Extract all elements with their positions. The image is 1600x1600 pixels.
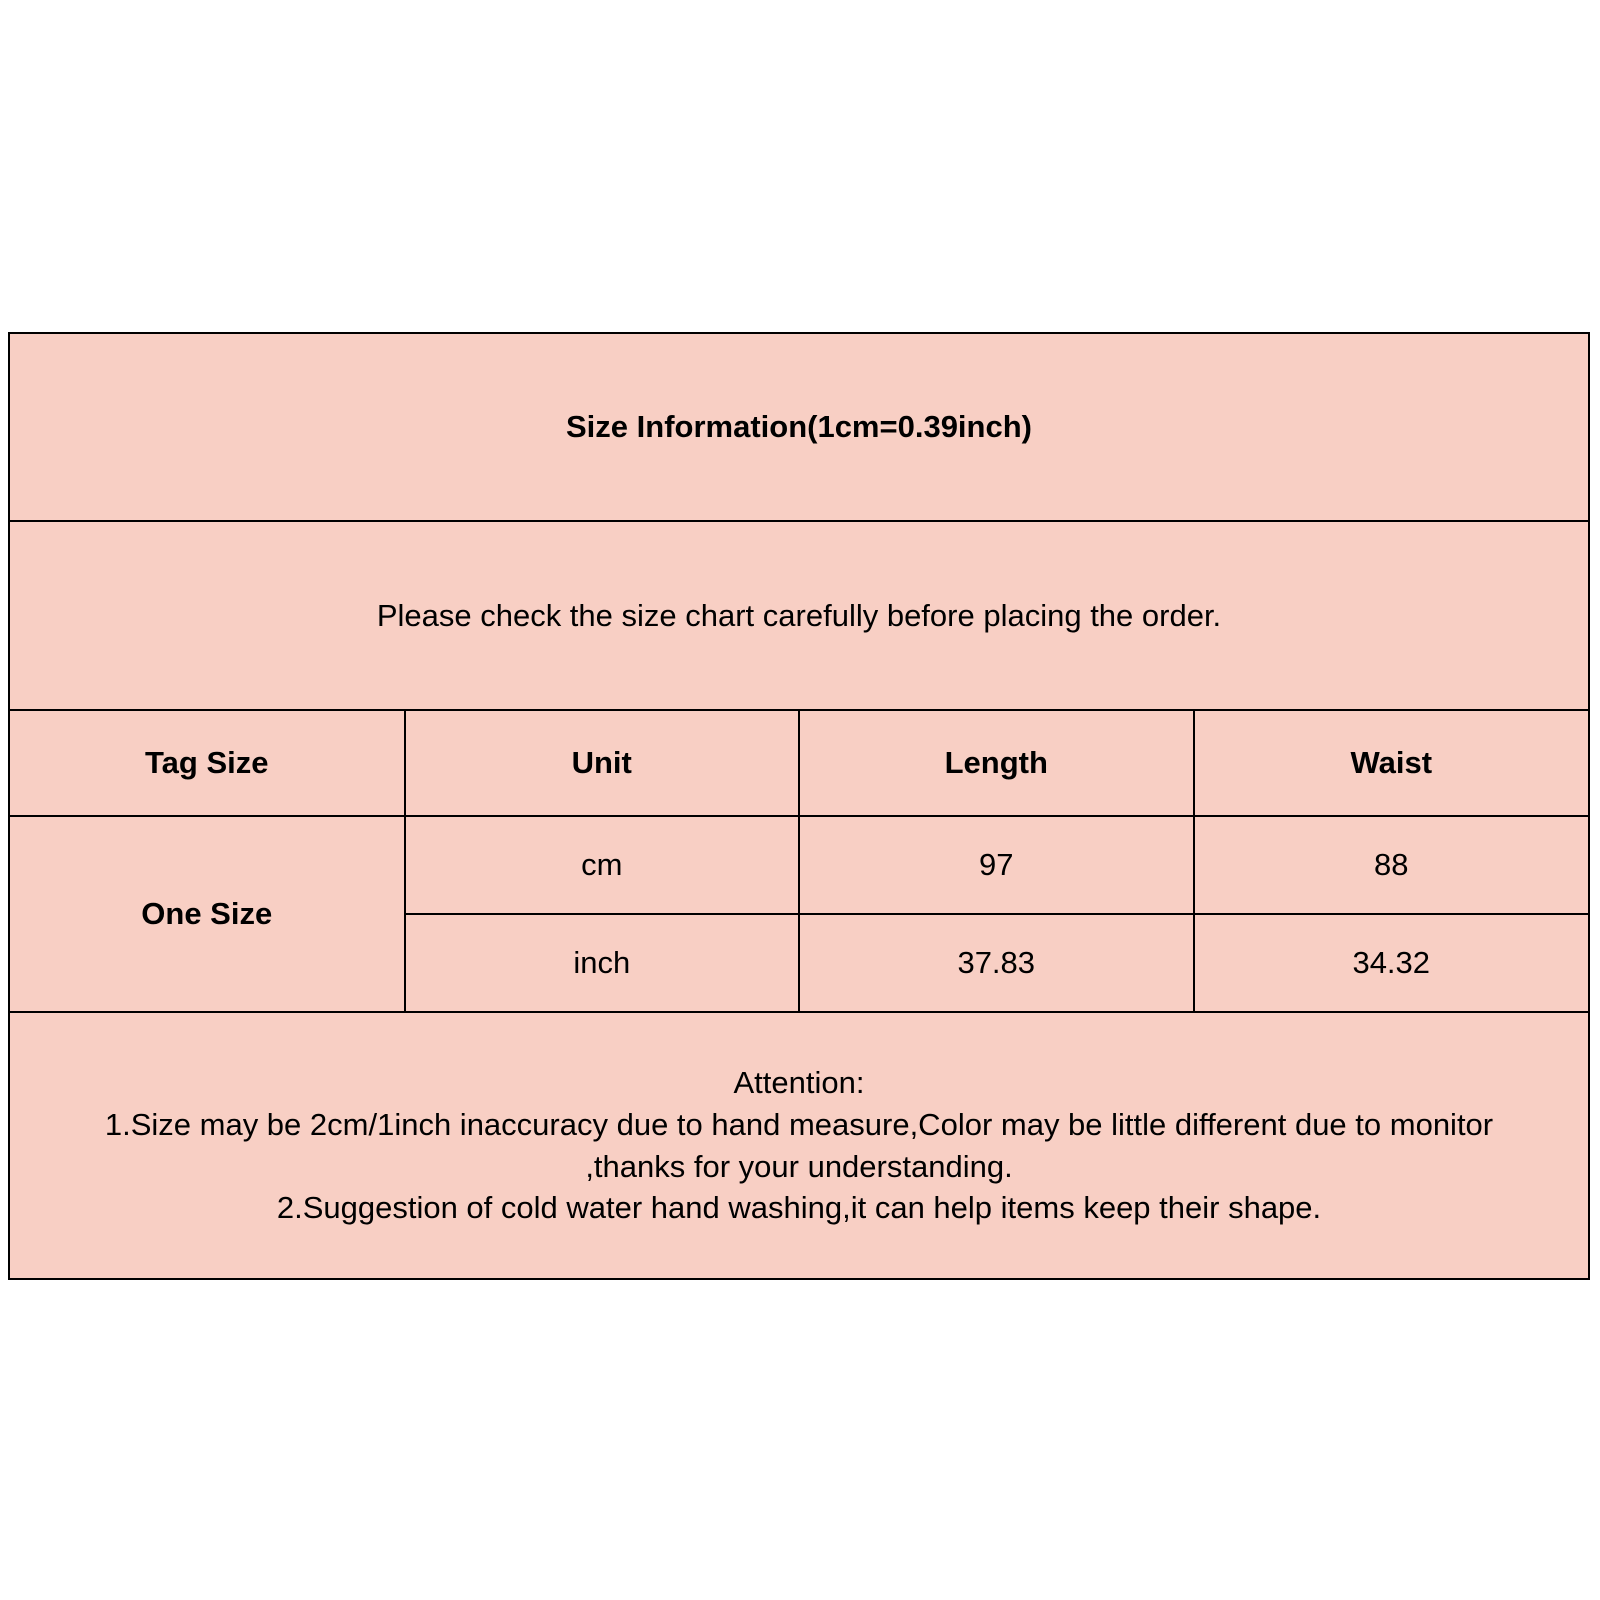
- cell-waist-cm: 88: [1194, 816, 1589, 914]
- column-header-unit: Unit: [405, 710, 800, 816]
- table-row-attention: [10, 1012, 1588, 1278]
- size-information-table: [10, 334, 1588, 1278]
- cell-tag-size-value: One Size: [10, 816, 405, 1012]
- column-header-tag-size: Tag Size: [10, 710, 405, 816]
- table-row-note: [10, 521, 1588, 710]
- attention-line-2: ,thanks for your understanding.: [585, 1148, 1013, 1184]
- chart-note: Please check the size chart carefully before placing the order.: [10, 521, 1588, 710]
- chart-title: Size Information(1cm=0.39inch): [10, 334, 1588, 521]
- cell-length-cm: 97: [799, 816, 1194, 914]
- table-row-title: [10, 334, 1588, 521]
- cell-length-inch: 37.83: [799, 914, 1194, 1012]
- attention-line-3: 2.Suggestion of cold water hand washing,it can help items keep their shape.: [276, 1190, 1322, 1226]
- column-header-waist: Waist: [1194, 710, 1589, 816]
- table-row: [10, 816, 1588, 914]
- column-header-length: Length: [799, 710, 1194, 816]
- attention-heading: Attention:: [733, 1064, 865, 1100]
- size-chart-container: [8, 332, 1590, 1280]
- cell-unit-cm: cm: [405, 816, 800, 914]
- cell-unit-inch: inch: [405, 914, 800, 1012]
- cell-waist-inch: 34.32: [1194, 914, 1589, 1012]
- attention-block: [10, 1012, 1588, 1278]
- table-header-row: [10, 710, 1588, 816]
- attention-line-1: 1.Size may be 2cm/1inch inaccuracy due to hand measure,Color may be little different due to monitor: [104, 1106, 1494, 1142]
